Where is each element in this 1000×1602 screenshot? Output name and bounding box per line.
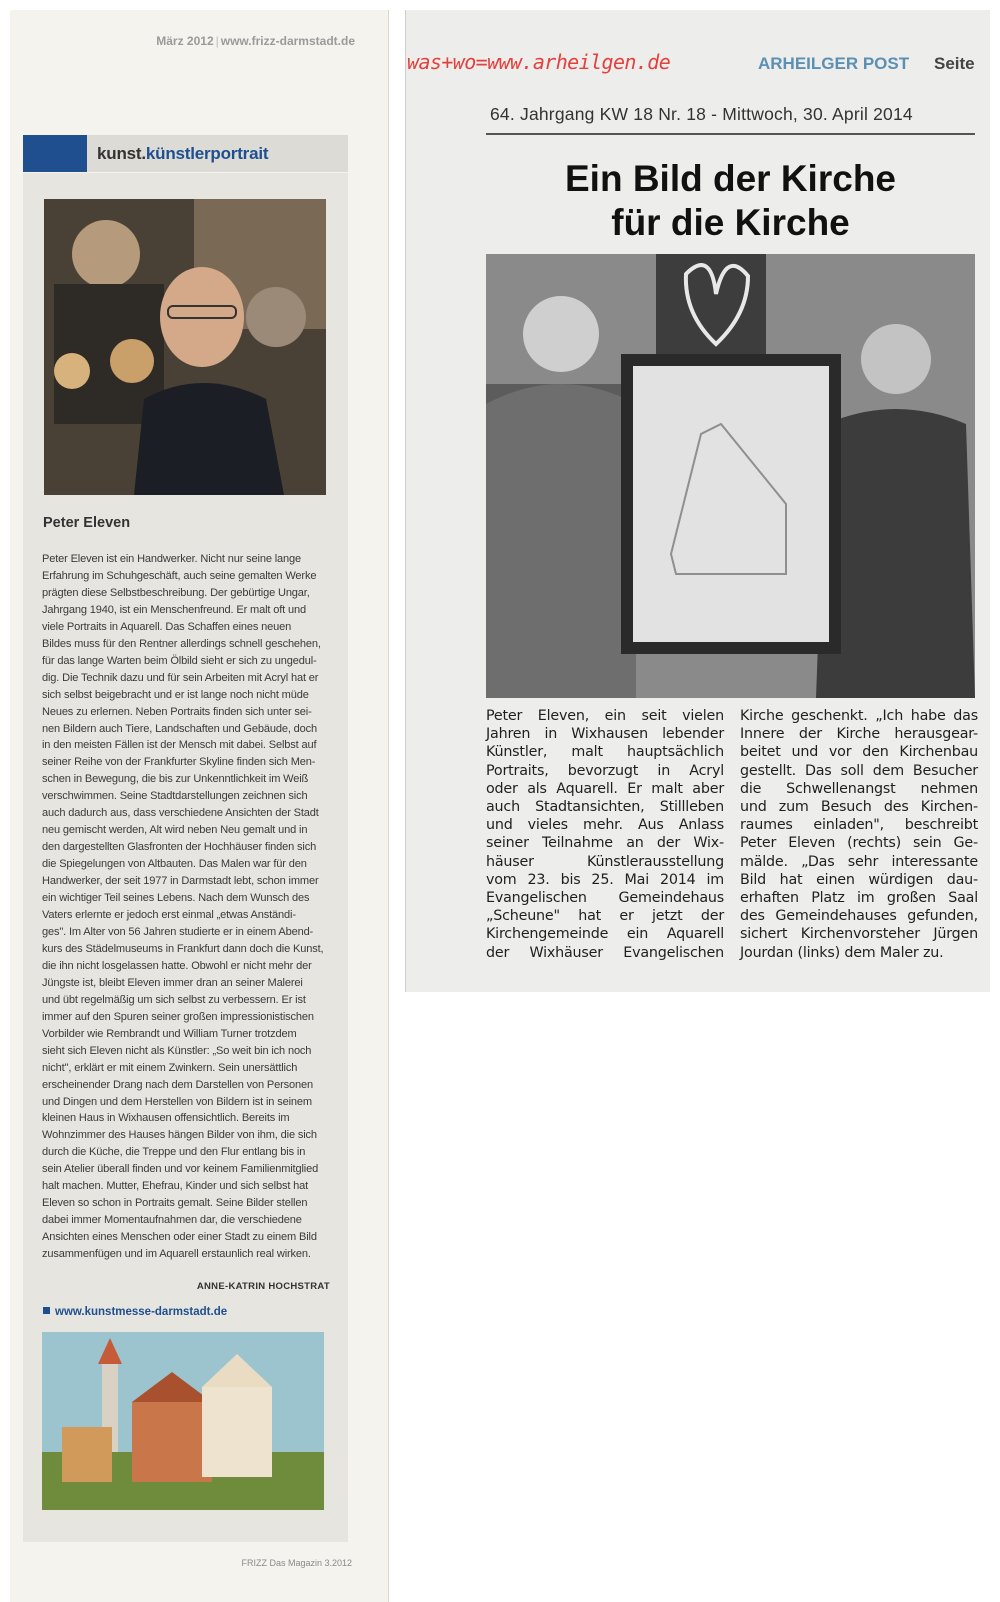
body-line: halt machen. Mutter, Ehefrau, Kinder und sich selbst hat (42, 1180, 309, 1193)
column-line: Kirche geschenkt. „Ich habe das (740, 708, 978, 724)
body-line: ein wichtiger Teil seines Lebens. Nach dem Wunsch des (42, 892, 310, 905)
body-line: Handwerker, der seit 1977 in Darmstadt lebt, schon immer (42, 875, 319, 888)
body-line: Erfahrung im Schuhgeschäft, auch seine gemalten Werke (42, 569, 317, 582)
body-line: für das lange Warten beim Ölbild sieht er sich zu ungedul- (42, 654, 317, 667)
body-line: Wohnzimmer des Hauses hängen Bilder von ihm, die sich (42, 1129, 317, 1142)
body-line: Vaters erlernte er jedoch erst einmal „etwas Anständi- (42, 909, 296, 922)
column-line: Jourdan (links) dem Maler zu. (740, 944, 944, 961)
body-line: Bildes muss für den Rentner allerdings schnell geschehen, (42, 637, 321, 650)
body-line: in den meisten Fällen ist der Mensch mit dabei. Selbst auf (42, 739, 317, 752)
column-line: der Wixhäuser Evangelischen (486, 944, 724, 961)
body-line: Peter Eleven ist ein Handwerker. Nicht nur seine lange (42, 553, 302, 565)
city-watercolor-painting (42, 1332, 324, 1510)
kunstmesse-link-text[interactable]: www.kunstmesse-darmstadt.de (55, 1306, 228, 1318)
frizz-url: www.frizz-darmstadt.de (220, 34, 355, 48)
column-line: Künstler, malt hauptsächlich (486, 744, 724, 761)
column-line: mälde. „Das sehr interessante (740, 853, 978, 870)
article-byline: ANNE-KATRIN HOCHSTRAT (196, 1281, 330, 1292)
column-line: Evangelischen Gemeindehaus (486, 890, 724, 907)
column-line: die Schwellenangst nehmen (740, 780, 978, 797)
column-line: erhaften Platz im großen Saal (740, 890, 978, 907)
body-line: verschwimmen. Seine Stadtdarstellungen zeichnen sich (42, 790, 308, 803)
headline (486, 157, 975, 245)
column-line: seiner Teilnahme an der Wix- (486, 835, 724, 852)
artist-article-body (42, 551, 330, 1263)
body-line: nen Bildern auch Tiere, Landschaften und Gebäude, doch (42, 722, 318, 735)
column-line: sichert Kirchenvorsteher Jürgen (740, 926, 978, 943)
body-line: Ansichten eines Menschen oder einer Stadt zu einem Bild (42, 1231, 317, 1244)
article-column-2 (740, 707, 978, 962)
body-line: zusammenfügen und im Aquarell erstaunlich real wirken. (42, 1248, 311, 1261)
page-label: Seite (934, 54, 975, 73)
body-line: dabei immer Momentaufnahmen dar, die verschiedene (42, 1214, 302, 1227)
column-line: des Gemeindehauses gefunden, (740, 908, 978, 925)
body-line: den dargestellten Glasfronten der Hochhäuser finden sich (42, 841, 317, 854)
column-line: gestellt. Das soll dem Besucher (740, 762, 978, 779)
body-line: und Dingen und dem Herstellen von Bildern ist in seinem (42, 1095, 312, 1108)
body-line: Neues zu erlernen. Neben Portraits finden sich unter sei- (42, 705, 312, 718)
column-line: und zum Besuch des Kirchen- (740, 799, 978, 816)
body-line: kurs des Städelmuseums in Frankfurt dann doch die Kunst, (42, 942, 324, 955)
section-bar (23, 135, 348, 172)
kunstmesse-link[interactable] (43, 1306, 227, 1318)
body-line: schen in Bewegung, die bis zur Unkenntlichkeit im Weiß (42, 773, 309, 786)
handwritten-url: was+wo=www.arheilgen.de (407, 50, 671, 74)
body-line: kleinen Haus in Wixhausen offensichtlich. Bereits im (42, 1112, 290, 1125)
column-line: Jahren in Wixhausen lebender (486, 726, 724, 743)
body-line: sieht sich Eleven nicht als Künstler: „So weit bin ich noch (42, 1044, 312, 1057)
section-title (97, 144, 268, 164)
section-color-block (23, 135, 87, 172)
column-line: und vieles mehr. Aus Anlass (486, 817, 724, 834)
column-line: auch Stadtansichten, Stillleben (486, 799, 724, 816)
column-line: beitet und vor den Kirchenbau (740, 744, 978, 761)
body-line: durch die Küche, die Treppe und den Flur entlang bis in (42, 1146, 306, 1159)
column-line: vom 23. bis 25. Mai 2014 im (486, 871, 724, 888)
column-line: häuser Künstlerausstellung (486, 853, 724, 870)
body-line: viele Portraits in Aquarell. Das Schaffen eines neuen (42, 620, 292, 633)
newspaper-brand: ARHEILGER POST (758, 54, 910, 73)
header-rule (486, 133, 975, 135)
frizz-footer: FRIZZ Das Magazin 3.2012 (241, 1558, 352, 1568)
body-line: und übt regelmäßig um sich selbst zu verbessern. Er ist (42, 993, 306, 1006)
column-line: raumes einladen", beschreibt (740, 817, 978, 834)
column-line: „Scheune" hat er jetzt der (486, 908, 724, 925)
presentation-photo (486, 254, 975, 698)
column-line: Portraits, bevorzugt in Acryl (486, 762, 724, 779)
artist-portrait-photo (44, 199, 326, 495)
artist-name: Peter Eleven (43, 515, 131, 531)
section-name: künstlerportrait (145, 144, 269, 163)
article-column-1 (486, 707, 724, 962)
column-line: Peter Eleven, ein seit vielen (486, 708, 724, 724)
body-line: auch dadurch aus, dass verschiedene Ansichten der Stadt (42, 807, 319, 820)
body-line: neu gemischt werden, Alt wird neben Neu gemalt und in (42, 824, 308, 837)
body-line: Jüngste ist, bleibt Eleven immer dran an seiner Malerei (42, 976, 303, 989)
frizz-issue: März 2012 (156, 34, 214, 48)
body-line: sich selbst beigebracht und er ist lange noch nicht müde (42, 688, 309, 701)
issue-dateline: 64. Jahrgang KW 18 Nr. 18 - Mittwoch, 30. April 2014 (490, 104, 913, 124)
headline-line: für die Kirche (611, 202, 850, 243)
frizz-header: März 2012 | www.frizz-darmstadt.de (156, 34, 355, 48)
body-line: immer auf den Spuren seiner großen impressionistischen (42, 1010, 314, 1023)
column-line: Peter Eleven (rechts) sein Ge- (740, 835, 978, 852)
body-line: Jahrgang 1940, ist ein Menschenfreund. Er malt oft und (42, 603, 306, 616)
body-line: seiner Reihe von der Frankfurter Skyline finden sich Men- (42, 756, 316, 769)
column-line: Kirchengemeinde ein Aquarell (486, 926, 724, 943)
body-line: sein Atelier überall finden und vor keinem Familienmitglied (42, 1163, 319, 1176)
link-bullet (43, 1307, 50, 1314)
column-line: Bild hat einen würdigen dau- (740, 871, 978, 888)
body-line: Vorbilder wie Rembrandt und William Turner trotzdem (42, 1027, 297, 1040)
body-line: erscheinender Drang nach dem Darstellen von Personen (42, 1078, 313, 1091)
column-line: oder als Aquarell. Er malt aber (486, 780, 724, 797)
body-line: prägten diese Selbstbeschreibung. Der gebürtige Ungar, (42, 586, 310, 599)
headline-line: Ein Bild der Kirche (564, 158, 896, 199)
body-line: ges". Im Alter von 56 Jahren studierte er in einem Abend- (42, 925, 314, 938)
body-line: die ihn nicht losgelassen hatte. Obwohl er nicht mehr der (42, 959, 312, 972)
body-line: die Spiegelungen von Altbauten. Das Malen war für den (42, 858, 307, 871)
body-line: Eleven so schon in Portraits gemalt. Seine Bilder stellen (42, 1197, 308, 1210)
body-line: nicht", erklärt er mit einem Zwinkern. Sein unersättlich (42, 1061, 298, 1074)
section-prefix: kunst. (97, 144, 146, 163)
body-line: dig. Die Technik dazu und für sein Arbeiten mit Acryl hat er (42, 671, 319, 684)
column-line: Innere der Kirche herausgear- (740, 726, 978, 743)
